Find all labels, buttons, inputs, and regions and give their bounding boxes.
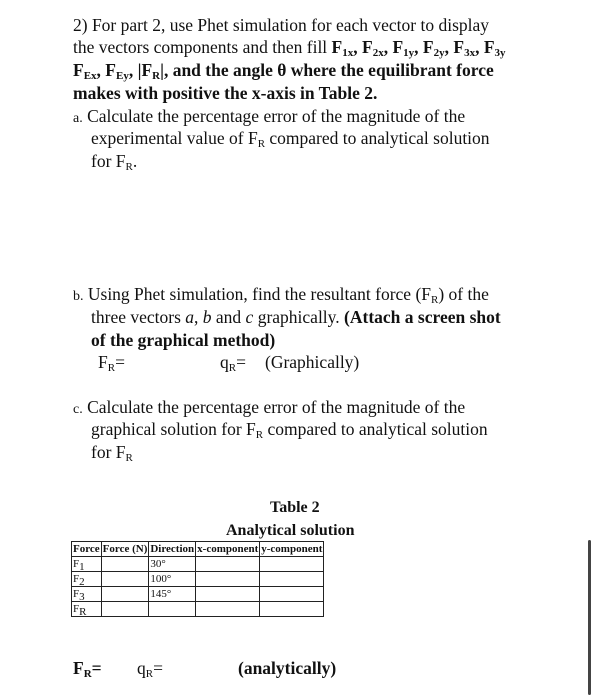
- force-label-f1: $F_1$: [72, 557, 102, 572]
- question-line-2: [73, 36, 506, 58]
- question-line-1: [73, 14, 489, 36]
- force-value-cell[interactable]: [101, 572, 149, 587]
- attach-note-2: of the graphical method): [91, 330, 276, 350]
- table-row: [72, 587, 324, 602]
- header-force-n: Force (N): [102, 543, 148, 555]
- part-c-marker: c.: [73, 402, 83, 417]
- y-component-cell[interactable]: [260, 602, 324, 617]
- direction-cell: 100°: [149, 572, 196, 587]
- vector-a: a: [185, 307, 195, 327]
- analytical-fr-label: $F_R=$: [73, 658, 102, 680]
- question-text-3: , and the angle θ where the equilibrant force: [163, 60, 494, 80]
- equilibrant-variable-list: $F_{Ex}$, $F_{Ey}$, $|F_R|$: [73, 60, 164, 82]
- force-label-fr: $F_R$: [72, 602, 102, 617]
- graphical-theta-label: $q_R=$: [220, 352, 246, 374]
- question-text-4: makes with positive the x-axis in Table 2.: [73, 83, 378, 103]
- force-label-f2: $F_2$: [72, 572, 102, 587]
- table-subtitle: Analytical solution: [226, 522, 355, 539]
- question-text-1: 2) For part 2, use Phet simulation for each vector to display: [73, 15, 490, 35]
- part-b-text-2a: three vectors: [91, 307, 186, 327]
- y-component-cell[interactable]: [260, 572, 324, 587]
- vector-b: b: [202, 307, 212, 327]
- force-value-cell[interactable]: [101, 587, 149, 602]
- x-component-cell[interactable]: [196, 602, 260, 617]
- table-header-row: [72, 542, 324, 557]
- direction-cell[interactable]: [149, 602, 196, 617]
- part-c-line-3: [91, 441, 133, 463]
- analytical-method-label: [238, 657, 336, 679]
- part-a-text-2: experimental value of $F_R$ compared to analytical solution: [91, 128, 490, 150]
- question-text-2: the vectors components and then fill: [73, 37, 332, 57]
- force-value-cell[interactable]: [101, 557, 149, 572]
- graphical-method-label: [265, 351, 359, 373]
- force-label-f3: $F_3$: [72, 587, 102, 602]
- force-value-cell[interactable]: [101, 602, 149, 617]
- analytical-solution-table: [71, 541, 324, 617]
- part-a-text-3: for $F_R$.: [91, 151, 138, 173]
- part-b-text-1: Using Phet simulation, find the resultant force $(F_R)$ of the: [87, 284, 489, 306]
- analytical-method-text: (analytically): [238, 658, 337, 678]
- graphical-fr-label: $F_R=$: [98, 352, 125, 374]
- part-b-line-2: [91, 306, 501, 328]
- question-line-4: [73, 82, 377, 104]
- vector-c: c: [245, 307, 254, 327]
- y-component-cell[interactable]: [260, 587, 324, 602]
- direction-cell: 145°: [149, 587, 196, 602]
- x-component-cell[interactable]: [196, 557, 260, 572]
- analytical-theta-label: $q_R=$: [137, 658, 163, 680]
- attach-note-1: (Attach a screen shot: [344, 307, 501, 327]
- part-b-line-1: [73, 283, 489, 308]
- table-row: [72, 557, 324, 572]
- question-line-3: [73, 59, 494, 81]
- part-a-line-3: [91, 150, 137, 172]
- component-variable-list: $F_{1x}$, $F_{2x}$, $F_{1y}$, $F_{2y}$, $F_{3x}$, $F_{3y}$: [331, 37, 506, 59]
- part-a-line-2: [91, 127, 490, 149]
- part-c-text-2: graphical solution for $F_R$ compared to analytical solution: [91, 419, 488, 441]
- header-x-component: x-component: [197, 543, 259, 555]
- header-direction: Direction: [150, 543, 195, 555]
- table-row: [72, 602, 324, 617]
- table-row: [72, 572, 324, 587]
- x-component-cell[interactable]: [196, 587, 260, 602]
- part-c-line-2: [91, 418, 488, 440]
- part-a-marker: a.: [73, 111, 83, 126]
- y-component-cell[interactable]: [260, 557, 324, 572]
- part-c-text-3: for $F_R$: [91, 442, 133, 464]
- part-b-line-3: [91, 329, 275, 351]
- part-b-text-2b: ,: [194, 307, 203, 327]
- part-b-text-2d: graphically.: [253, 307, 345, 327]
- direction-cell: 30°: [149, 557, 196, 572]
- part-b-marker: b.: [73, 289, 84, 304]
- scrollbar[interactable]: [588, 540, 591, 695]
- header-y-component: y-component: [261, 543, 323, 555]
- graphical-method-text: (Graphically): [265, 352, 360, 372]
- x-component-cell[interactable]: [196, 572, 260, 587]
- table-title: Table 2: [270, 499, 320, 516]
- part-a-text-1: Calculate the percentage error of the magnitude of the: [87, 106, 466, 126]
- header-force: Force: [73, 543, 100, 555]
- part-b-text-2c: and: [211, 307, 246, 327]
- part-c-text-1: Calculate the percentage error of the magnitude of the: [87, 397, 466, 417]
